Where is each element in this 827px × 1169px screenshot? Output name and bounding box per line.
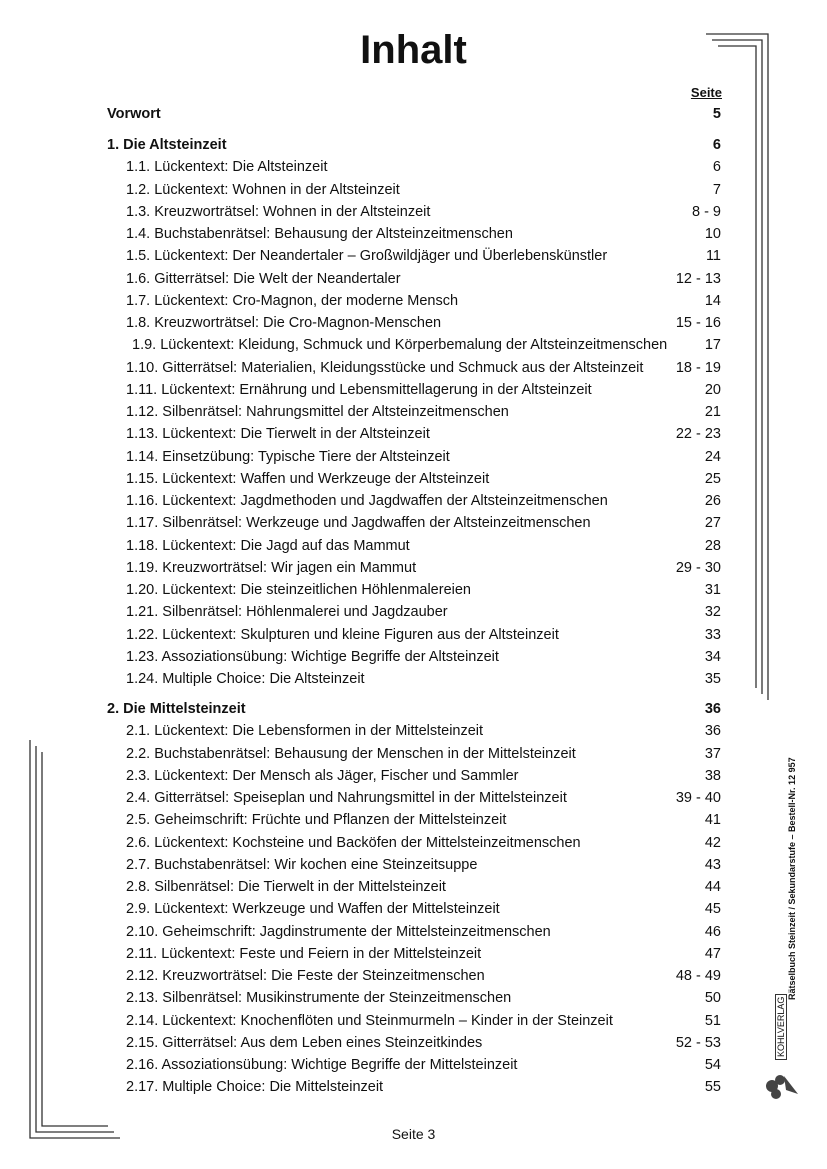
toc-entry-page: 43 [704,856,721,873]
toc-entry-label: 2.5. Geheimschrift: Früchte und Pflanzen der Mittelsteinzeit [126,812,507,829]
toc-entry [126,269,721,289]
toc-entry-label: 1.1. Lückentext: Die Altsteinzeit [126,159,328,176]
toc-entry-page: 14 [704,292,721,309]
toc-entry-label: 2.2. Buchstabenrätsel: Behausung der Menschen in der Mittelsteinzeit [126,745,576,762]
toc-entry-page: 52 - 53 [675,1034,721,1051]
toc-entry-label: 1.12. Silbenrätsel: Nahrungsmittel der Altsteinzeitmenschen [126,404,509,420]
toc-entry-page: 51 [704,1012,721,1029]
toc-entry [126,180,721,200]
toc-entry [126,602,721,622]
toc-entry [126,224,721,244]
toc-entry-label: 1.6. Gitterrätsel: Die Welt der Neandertaler [126,270,401,287]
toc-entry-page: 42 [704,834,721,851]
toc-entry-page: 25 [704,470,721,487]
toc-entry-page: 6 [712,159,721,176]
toc-entry-page: 39 - 40 [675,790,721,806]
toc-entry-label: 1.9. Lückentext: Kleidung, Schmuck und Körperbemalung der Altsteinzeitmenschen [132,337,668,354]
toc-entry-label: 1.19. Kreuzworträtsel: Wir jagen ein Mammut [126,559,417,576]
toc-entry-label: 2. Die Mittelsteinzeit [107,701,246,717]
toc-entry-page: 54 [704,1057,721,1073]
toc-entry-page: 55 [704,1079,721,1096]
page-column-header: Seite [690,85,722,100]
toc-entry-page: 20 [704,381,721,398]
toc-entry-label: 2.3. Lückentext: Der Mensch als Jäger, Fischer und Sammler [126,767,519,784]
toc-entry-label: 2.11. Lückentext: Feste und Feiern in der Mittelsteinzeit [126,945,482,962]
toc-entry-page: 45 [704,901,721,918]
toc-entry-page: 47 [704,945,721,962]
toc-entry-page: 34 [704,648,721,665]
toc-entry [126,855,721,875]
toc-entry [126,469,721,489]
toc-entry-page: 15 - 16 [675,315,721,331]
toc-entry [126,1033,721,1053]
toc-entry [126,447,721,467]
toc-entry-label: 1.11. Lückentext: Ernährung und Lebensmittellagerung in der Altsteinzeit [126,381,592,398]
toc-entry-label: 1.16. Lückentext: Jagdmethoden und Jagdwaffen der Altsteinzeitmenschen [126,493,608,509]
toc-entry [126,922,721,942]
toc-entry [126,766,721,786]
toc-entry-label: 2.4. Gitterrätsel: Speiseplan und Nahrungsmittel in der Mittelsteinzeit [126,790,567,806]
toc-entry [126,358,721,378]
toc-entry-label: 2.16. Assoziationsübung: Wichtige Begriffe der Mittelsteinzeit [126,1057,518,1073]
toc-entry-label: 2.8. Silbenrätsel: Die Tierwelt in der Mittelsteinzeit [126,879,446,895]
toc-entry-page: 10 [704,226,721,242]
toc-entry [126,536,721,556]
toc-entry-label: 1.5. Lückentext: Der Neandertaler – Großwildjäger und Überlebenskünstler [126,248,608,265]
toc-entry-label: 2.15. Gitterrätsel: Aus dem Leben eines Steinzeitkindes [126,1034,483,1051]
toc-entry-page: 48 - 49 [675,968,721,984]
page-title: Inhalt [360,28,467,72]
toc-entry [126,157,721,177]
toc-entry-page: 24 [704,448,721,465]
toc-entry [126,1077,721,1097]
toc-entry [126,291,721,311]
toc-entry-label: 1.20. Lückentext: Die steinzeitlichen Höhlenmalereien [126,582,471,598]
toc-entry-page: 7 [712,181,721,198]
toc-entry-label: Vorwort [107,106,161,122]
toc-entry [126,491,721,511]
toc-entry-page: 36 [704,701,721,717]
toc-entry [126,380,721,400]
toc-entry-label: 2.7. Buchstabenrätsel: Wir kochen eine Steinzeitsuppe [126,856,478,873]
toc-entry [126,513,721,533]
toc-entry-page: 22 - 23 [675,426,721,443]
toc-entry-label: 1. Die Altsteinzeit [107,137,227,153]
toc-entry [126,744,721,764]
toc-entry [126,877,721,897]
toc-entry [126,966,721,986]
toc-entry [126,580,721,600]
toc-entry-label: 1.13. Lückentext: Die Tierwelt in der Altsteinzeit [126,426,430,443]
toc-entry-page: 11 [705,248,721,265]
toc-section-heading [107,104,721,124]
toc-entry-page: 17 [704,337,721,354]
toc-entry-page: 31 [704,582,721,598]
toc-entry [126,246,721,266]
toc-entry-page: 38 [704,767,721,784]
toc-entry [126,1055,721,1075]
toc-entry-label: 1.22. Lückentext: Skulpturen und kleine Figuren aus der Altsteinzeit [126,626,559,643]
toc-entry-label: 2.12. Kreuzworträtsel: Die Feste der Steinzeitmenschen [126,968,485,984]
toc-entry-label: 2.14. Lückentext: Knochenflöten und Steinmurmeln – Kinder in der Steinzeit [126,1012,613,1029]
toc-entry-page: 18 - 19 [675,359,721,376]
toc-entry [126,402,721,422]
toc-entry [126,810,721,830]
toc-entry-label: 1.8. Kreuzworträtsel: Die Cro-Magnon-Menschen [126,315,442,331]
toc-entry [126,788,721,808]
toc-entry [126,944,721,964]
toc-entry-label: 1.3. Kreuzworträtsel: Wohnen in der Altsteinzeit [126,203,431,220]
toc-entry-label: 1.14. Einsetzübung: Typische Tiere der Altsteinzeit [126,448,450,465]
toc-entry-label: 1.24. Multiple Choice: Die Altsteinzeit [126,671,365,687]
toc-entry-page: 28 [704,537,721,554]
toc-entry-label: 1.15. Lückentext: Waffen und Werkzeuge der Altsteinzeit [126,470,490,487]
toc-section-heading [107,699,721,719]
toc-entry-label: 2.10. Geheimschrift: Jagdinstrumente der Mittelsteinzeitmenschen [126,923,551,940]
toc-entry-page: 26 [704,493,721,509]
toc-entry-label: 1.21. Silbenrätsel: Höhlenmalerei und Jagdzauber [126,604,448,621]
toc-entry [126,558,721,578]
toc-entry [132,335,721,355]
toc-entry-label: 2.9. Lückentext: Werkzeuge und Waffen der Mittelsteinzeit [126,901,500,918]
toc-entry [126,1011,721,1031]
toc-entry [126,424,721,444]
toc-entry [126,899,721,919]
toc-entry-label: 1.2. Lückentext: Wohnen in der Altsteinzeit [126,181,400,198]
toc-entry [126,625,721,645]
toc-entry-page: 32 [704,604,721,621]
toc-section-heading [107,135,721,155]
toc-entry-page: 12 - 13 [675,270,721,287]
toc-entry-label: 2.1. Lückentext: Die Lebensformen in der Mittelsteinzeit [126,723,484,740]
toc-entry-page: 27 [704,515,721,532]
toc-entry [126,988,721,1008]
toc-entry-label: 1.10. Gitterrätsel: Materialien, Kleidungsstücke und Schmuck aus der Altsteinzeit [126,359,644,376]
toc-entry-page: 6 [712,137,721,153]
toc-entry [126,669,721,689]
toc-entry-label: 2.17. Multiple Choice: Die Mittelsteinzeit [126,1079,384,1096]
toc-entry-page: 5 [712,106,721,122]
toc-entry-label: 2.6. Lückentext: Kochsteine und Backöfen der Mittelsteinzeitmenschen [126,834,581,851]
toc-entry [126,647,721,667]
page-footer: Seite 3 [391,1126,436,1142]
toc-entry [126,721,721,741]
toc-entry [126,202,721,222]
toc-entry-page: 21 [704,404,721,420]
toc-entry-page: 41 [704,812,721,829]
toc-entry-label: 1.7. Lückentext: Cro-Magnon, der moderne Mensch [126,292,459,309]
toc-entry-page: 8 - 9 [691,203,721,220]
toc-entry [126,833,721,853]
toc-entry-label: 1.18. Lückentext: Die Jagd auf das Mammut [126,537,410,554]
toc-entry-page: 50 [704,990,721,1007]
toc-entry-page: 44 [704,879,721,895]
toc-entry-label: 1.4. Buchstabenrätsel: Behausung der Altsteinzeitmenschen [126,226,513,242]
toc-entry-page: 35 [704,671,721,687]
toc-entry-label: 2.13. Silbenrätsel: Musikinstrumente der Steinzeitmenschen [126,990,512,1007]
toc-entry-page: 37 [704,745,721,762]
publisher-logo-icon [766,1075,798,1099]
toc-entry-page: 46 [704,923,721,940]
toc-entry-page: 36 [704,723,721,740]
toc-entry-page: 33 [704,626,721,643]
toc-entry-label: 1.23. Assoziationsübung: Wichtige Begriffe der Altsteinzeit [126,648,499,665]
toc-entry-label: 1.17. Silbenrätsel: Werkzeuge und Jagdwaffen der Altsteinzeitmenschen [126,515,591,532]
toc-entry-page: 29 - 30 [675,559,721,576]
toc-entry [126,313,721,333]
